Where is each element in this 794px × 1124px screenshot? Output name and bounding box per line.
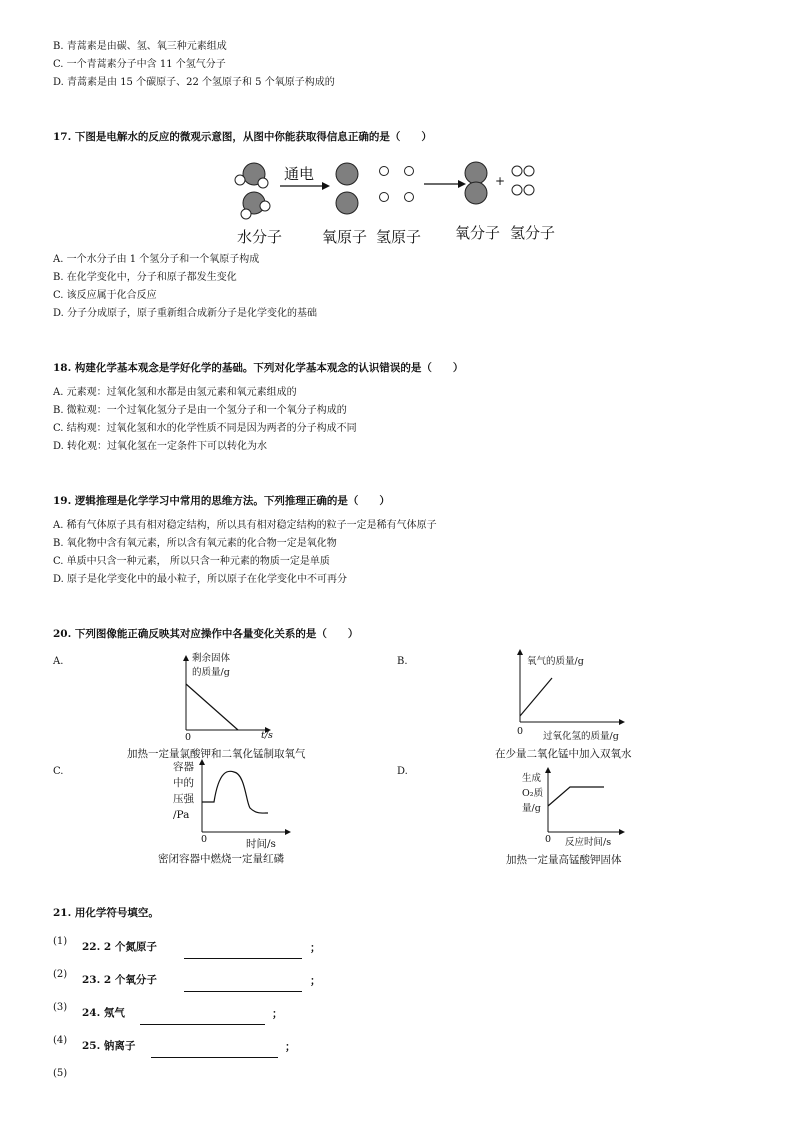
graph-b-curve — [520, 678, 552, 716]
graph-a-ylabel-line1: 剩余固体 — [192, 653, 231, 664]
q21-item-1-label: 22. 2 个氮原子 — [82, 941, 157, 953]
graph-b-origin: 0 — [517, 726, 524, 737]
q21-stem: 21. 用化学符号填空。 — [53, 907, 159, 919]
q16-option-c: C. 一个青蒿素分子中含 11 个氢气分子 — [53, 59, 226, 70]
q16-option-b: B. 青蒿素是由碳、氢、氧三种元素组成 — [53, 41, 227, 52]
graph-a-caption: 加热一定量氯酸钾和二氧化锰制取氧气 — [127, 748, 306, 760]
q21-item-2-blank[interactable] — [184, 973, 302, 992]
q18-option-a: A. 元素观：过氧化氢和水都是由氢元素和氧元素组成的 — [53, 387, 297, 398]
q19-option-a: A. 稀有气体原子具有相对稳定结构，所以具有相对稳定结构的粒子一定是稀有气体原子 — [53, 520, 437, 531]
q21-item-2-num: (2) — [53, 969, 68, 980]
label-oxygen-molecule: 氧分子 — [455, 224, 501, 242]
graph-a-xlabel: t/s — [261, 730, 273, 741]
graph-c-origin: 0 — [201, 834, 208, 845]
oxygen-molecule — [465, 162, 487, 204]
q21-item-3-label: 24. 氖气 — [82, 1007, 125, 1019]
graph-c-curve — [202, 771, 268, 813]
label-hydrogen-molecule: 氢分子 — [510, 224, 556, 242]
graph-a-curve — [186, 684, 238, 730]
graph-c-ylabel-line2: 中的 — [173, 777, 194, 789]
q17-option-c: C. 该反应属于化合反应 — [53, 290, 157, 301]
q16-option-d: D. 青蒿素是由 15 个碳原子、22 个氢原子和 5 个氧原子构成的 — [53, 77, 335, 88]
graph-d-curve — [548, 787, 604, 806]
hydrogen-molecule-1 — [512, 166, 534, 176]
q21-item-2-end: ； — [310, 975, 321, 987]
q21-item-3-blank[interactable] — [140, 1006, 265, 1025]
hydrogen-molecule-2 — [512, 185, 534, 195]
q17-option-d: D. 分子分成原子，原子重新组合成新分子是化学变化的基础 — [53, 308, 318, 319]
graph-d-origin: 0 — [545, 834, 552, 845]
graph-c-xlabel: 时间/s — [246, 838, 276, 850]
q20-stem: 20. 下列图像能正确反映其对应操作中各量变化关系的是（ ） — [53, 628, 359, 640]
oxygen-atom-1 — [336, 163, 358, 185]
q21-item-4-end: ； — [285, 1041, 296, 1053]
q19-stem: 19. 逻辑推理是化学学习中常用的思维方法。下列推理正确的是（ ） — [53, 495, 390, 507]
water-molecule-2 — [241, 192, 270, 219]
graph-d-caption: 加热一定量高锰酸钾固体 — [506, 854, 622, 866]
graph-b-caption: 在少量二氧化锰中加入双氧水 — [495, 748, 632, 760]
graph-c-letter: C. — [53, 766, 64, 777]
graph-c-ylabel-line4: /Pa — [173, 809, 190, 821]
q17-option-a: A. 一个水分子由 1 个氢分子和一个氧原子构成 — [53, 254, 260, 265]
label-oxygen-atom: 氧原子 — [322, 228, 368, 246]
q19-option-b: B. 氧化物中含有氧元素，所以含有氧元素的化合物一定是氧化物 — [53, 538, 337, 549]
graph-b-letter: B. — [397, 656, 408, 667]
q21-item-1-blank[interactable] — [184, 940, 302, 959]
q19-option-d: D. 原子是化学变化中的最小粒子，所以原子在化学变化中不可再分 — [53, 574, 348, 585]
hydrogen-atom-4 — [405, 193, 414, 202]
hydrogen-atom-1 — [380, 167, 389, 176]
graph-a-letter: A. — [53, 656, 64, 667]
q21-item-5-num: (5) — [53, 1068, 68, 1079]
q18-option-d: D. 转化观：过氧化氢在一定条件下可以转化为水 — [53, 441, 268, 452]
graph-a-origin: 0 — [185, 732, 192, 743]
graph-d-ylabel-line1: 生成 — [522, 773, 542, 784]
hydrogen-atom-3 — [380, 193, 389, 202]
plus-sign: + — [495, 174, 506, 188]
q17-stem: 17. 下图是电解水的反应的微观示意图，从图中你能获取得信息正确的是（ ） — [53, 131, 432, 143]
graph-c-caption: 密闭容器中燃烧一定量红磷 — [158, 853, 284, 865]
graph-d-xlabel: 反应时间/s — [565, 837, 612, 848]
arrow-label: 通电 — [284, 165, 315, 183]
q21-item-4-num: (4) — [53, 1035, 68, 1046]
q21-item-1-end: ； — [310, 942, 321, 954]
q19-option-c: C. 单质中只含一种元素， 所以只含一种元素的物质一定是单质 — [53, 556, 330, 567]
q18-option-b: B. 微粒观：一个过氧化氢分子是由一个氢分子和一个氧分子构成的 — [53, 405, 347, 416]
graph-c — [202, 760, 290, 832]
graph-b-ylabel: 氧气的质量/g — [527, 656, 584, 667]
q17-option-b: B. 在化学变化中，分子和原子都发生变化 — [53, 272, 237, 283]
q21-item-4-label: 25. 钠离子 — [82, 1040, 136, 1052]
graph-b-xlabel: 过氧化氢的质量/g — [543, 731, 619, 742]
q21-item-3-num: (3) — [53, 1002, 68, 1013]
water-molecule-1 — [235, 163, 268, 188]
q18-option-c: C. 结构观：过氧化氢和水的化学性质不同是因为两者的分子构成不同 — [53, 423, 357, 434]
q21-item-4-blank[interactable] — [151, 1039, 278, 1058]
q21-item-2-label: 23. 2 个氧分子 — [82, 974, 157, 986]
graph-d-ylabel-line2: O₂质 — [522, 788, 544, 799]
label-water-molecule: 水分子 — [237, 228, 283, 246]
q21-item-3-end: ； — [272, 1008, 283, 1020]
graph-d — [548, 768, 624, 832]
oxygen-atom-2 — [336, 192, 358, 214]
graph-a-ylabel-line2: 的质量/g — [192, 667, 230, 678]
graph-d-ylabel-line3: 量/g — [522, 803, 541, 814]
graph-c-ylabel-line3: 压强 — [173, 793, 194, 805]
reaction-arrow — [424, 180, 466, 188]
q21-item-1-num: (1) — [53, 936, 68, 947]
graph-d-letter: D. — [397, 766, 408, 777]
hydrogen-atom-2 — [405, 167, 414, 176]
q18-stem: 18. 构建化学基本观念是学好化学的基础。下列对化学基本观念的认识错误的是（ ） — [53, 362, 464, 374]
graph-c-ylabel-line1: 容器 — [173, 761, 194, 773]
label-hydrogen-atom: 氢原子 — [376, 228, 422, 246]
